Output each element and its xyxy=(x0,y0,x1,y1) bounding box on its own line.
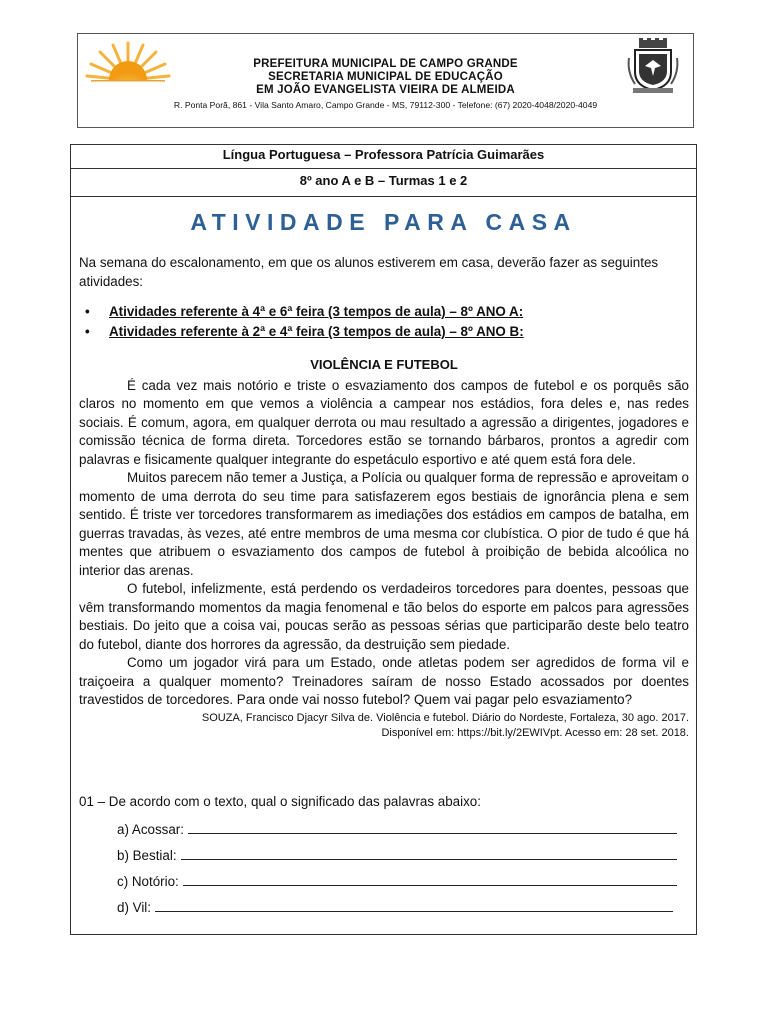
subject-teacher-row: Língua Portuguesa – Professora Patrícia Guimarães xyxy=(222,147,545,162)
bullet-icon: • xyxy=(85,324,90,339)
answer-blank[interactable] xyxy=(181,846,677,860)
answer-row xyxy=(79,898,689,924)
question-block xyxy=(79,793,689,924)
answer-blank[interactable] xyxy=(188,820,677,834)
article-title: VIOLÊNCIA E FUTEBOL xyxy=(310,357,458,372)
bullet-list xyxy=(79,303,689,343)
page-title: ATIVIDADE PARA CASA xyxy=(190,209,577,235)
header-line-3: EM JOÃO EVANGELISTA VIEIRA DE ALMEIDA xyxy=(256,84,515,96)
list-item xyxy=(79,303,689,323)
answer-row xyxy=(79,872,689,898)
article-paragraph: O futebol, infelizmente, está perdendo os verdadeiros torcedores para doentes, pessoas que vêm transformando momentos da magia fenomenal e tão belos do esporte em palcos para agressões bestiais. Do jeito que a coisa vai, poucas serão as pessoas sérias que participarão deste belo teatro do futebol, diante dos horrores da agressão, da destruição sem piedade. xyxy=(79,581,689,652)
intro-text: Na semana do escalonamento, em que os alunos estiverem em casa, deverão fazer as seguintes atividades: xyxy=(79,255,659,289)
class-row: 8º ano A e B – Turmas 1 e 2 xyxy=(299,173,468,188)
bullet-icon: • xyxy=(85,304,90,319)
answer-label: d) Vil: xyxy=(117,899,151,915)
article-paragraph: Como um jogador virá para um Estado, onde atletas podem ser agredidos de forma vil e traiçoeira a qualquer momento? Treinadores saíram de nosso Estado acossados por doentes travestidos de torcedores. Para onde vai nosso futebol? Quem vai pagar pelo esvaziamento? xyxy=(79,655,689,707)
school-header xyxy=(77,33,694,128)
divider xyxy=(71,168,696,169)
answer-row xyxy=(79,846,689,872)
header-line-2: SECRETARIA MUNICIPAL DE EDUCAÇÃO xyxy=(268,71,503,83)
city-crest-icon xyxy=(625,38,681,94)
article xyxy=(79,356,689,742)
article-paragraph: É cada vez mais notório e triste o esvaziamento dos campos de futebol e os porquês são claros no momento em que vemos a violência a campear nos estádios, fora deles e, nas redes sociais. É comum, agora, em qualquer derrota ou mau resultado a agressão a dirigentes, jogadores e comissão técnica de forma direta. Torcedores estão se tornando bárbaros, prontos a agredir com palavras e fisicamente qualquer integrante do espetáculo esportivo e até quem está fora dele. xyxy=(79,377,689,467)
citation xyxy=(79,711,689,742)
answer-label: c) Notório: xyxy=(117,873,179,889)
school-address: R. Ponta Porã, 861 - Vila Santo Amaro, Campo Grande - MS, 79112-300 - Telefone: (67) 2020-4048/2020-4049 xyxy=(173,100,598,110)
header-line-1: PREFEITURA MUNICIPAL DE CAMPO GRANDE xyxy=(253,58,518,70)
answer-blank[interactable] xyxy=(155,898,673,912)
answer-label: a) Acossar: xyxy=(117,821,184,837)
divider xyxy=(71,196,696,197)
answer-label: b) Bestial: xyxy=(117,847,177,863)
list-item xyxy=(79,323,689,343)
bullet-text: Atividades referente à 4ª e 6ª feira (3 tempos de aula) – 8º ANO A: xyxy=(109,304,524,319)
answer-blank[interactable] xyxy=(183,872,677,886)
activity-sheet xyxy=(70,144,697,935)
article-paragraph: Muitos parecem não temer a Justiça, a Polícia ou qualquer forma de repressão e aproveitam o momento de uma derrota do seu time para satisfazerem egos bestiais de ignorância plena e sem sentido. É triste ver torcedores transformarem as imediações dos estádios em campos de batalha, em guerras travadas, às vezes, até entre membros de uma mesma cor clubística. O pior de tudo é que há mentes que atribuem o esvaziamento dos campos de futebol à proibição de bebida alcoólica no interior das arenas. xyxy=(79,470,689,578)
citation-line: Disponível em: https://bit.ly/2EWIVpt. Acesso em: 28 set. 2018. xyxy=(381,727,689,739)
bullet-text: Atividades referente à 2ª e 4ª feira (3 tempos de aula) – 8º ANO B: xyxy=(109,324,524,339)
citation-line: SOUZA, Francisco Djacyr Silva de. Violência e futebol. Diário do Nordeste, Fortaleza, 30 ago. 2017. xyxy=(201,711,689,724)
answer-row xyxy=(79,820,689,846)
question-prompt: 01 – De acordo com o texto, qual o significado das palavras abaixo: xyxy=(79,794,481,809)
